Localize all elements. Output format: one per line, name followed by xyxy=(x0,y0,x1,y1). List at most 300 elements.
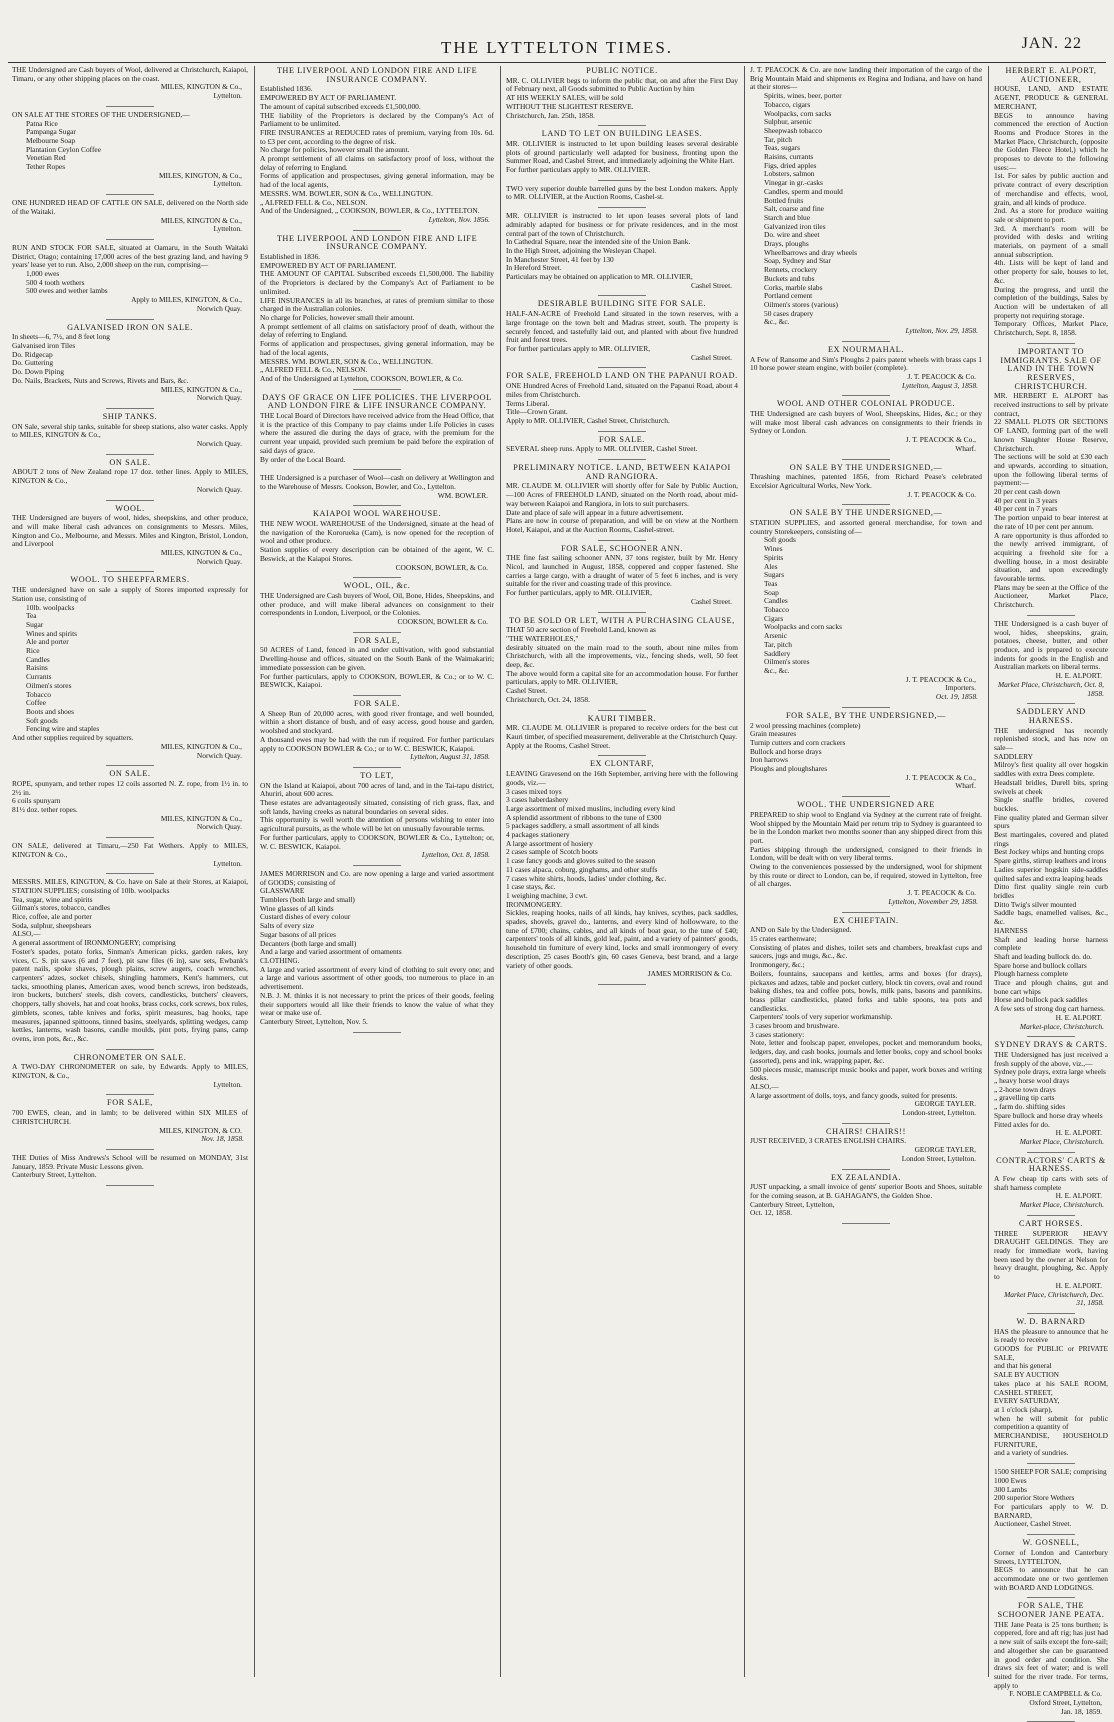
ad-body-text: A TWO-DAY CHRONOMETER on sale, by Edwards. Apply to MILES, KINGTON, & Co., xyxy=(12,1062,248,1081)
ad-body-text: when he will submit for public competition a quantity of xyxy=(994,1413,1108,1432)
ad-list-item: Rice xyxy=(26,646,40,656)
ad-list-item: Ales xyxy=(764,561,778,571)
ad-list-item: Raisins, currants xyxy=(764,152,814,162)
ad-body-text: EMPOWERED BY ACT OF PARLIAMENT. xyxy=(260,260,397,270)
ad-signature: Norwich Quay. xyxy=(196,439,242,449)
ad-body-text: FIRE INSURANCES at REDUCED rates of premium, varying from 10s. 6d. to £3 per cent, according to the degree of risk. xyxy=(260,127,494,146)
ad-signature: H. E. ALPORT. xyxy=(1055,1191,1102,1201)
ad-separator xyxy=(598,207,646,208)
ad-body-text: For further particulars apply to MR. OLLIVIER, xyxy=(506,343,651,353)
advertisement xyxy=(750,346,982,391)
ad-separator xyxy=(598,431,646,432)
advertisement xyxy=(750,66,982,336)
ad-list-item: Soft goods xyxy=(764,535,796,545)
ad-body-text: MR. C. OLLIVIER begs to inform the public that, on and after the First Day of February next, all Goods submitted to Public Auction by him xyxy=(506,75,738,94)
advertisement xyxy=(506,212,738,290)
ad-heading: CONTRACTORS' CARTS & HARNESS. xyxy=(996,1155,1106,1174)
ad-body-text: By order of the Local Board. xyxy=(260,454,346,464)
ad-heading: ON SALE BY THE UNDERSIGNED,— xyxy=(789,508,943,518)
ad-separator xyxy=(598,125,646,126)
ad-heading: FOR SALE. xyxy=(599,434,645,444)
ad-body-text: Rice, coffee, ale and porter xyxy=(12,912,92,922)
ad-separator xyxy=(106,500,154,501)
ad-signature: Cashel Street. xyxy=(690,280,732,290)
ad-body-text: For further particulars, apply to MR. OLLIVIER, xyxy=(506,588,652,598)
advertisement xyxy=(260,870,494,1027)
ad-body-text: MR. OLLIVIER is instructed to let upon leases several plots of land admirably adapted for business or for private residences, and in the most central part of the town of Christchurch. xyxy=(506,211,738,238)
ad-list-item: Rennets, crockery xyxy=(764,265,818,275)
ad-body-text: STATION SUPPLIES, and assorted general merchandise, for town and country Storekeepers, consisting of— xyxy=(750,518,982,536)
ad-dateline: Market Place, Christchurch. xyxy=(1019,1136,1104,1146)
advertisement xyxy=(260,235,494,384)
ad-body-text: Tea, sugar, wine and spirits xyxy=(12,894,93,904)
ad-separator xyxy=(106,1185,154,1186)
ad-body-text: 1500 SHEEP FOR SALE; comprising xyxy=(994,1467,1107,1477)
ad-list-item: Plantation Ceylon Coffee xyxy=(26,144,101,154)
ad-separator xyxy=(598,540,646,541)
ad-heading: FOR SALE, SCHOONER ANN. xyxy=(561,543,683,553)
ad-dateline: Lyttelton, August 31, 1858. xyxy=(410,752,490,762)
ad-body-text: MESSRS. WM. BOWLER, SON & Co., WELLINGTON. xyxy=(260,188,433,198)
ad-list-item: Wheelbarrows and dray wheels xyxy=(764,247,857,257)
ad-body-text: EMPOWERED BY ACT OF PARLIAMENT. xyxy=(260,93,397,103)
ad-body-text: 3 cases stationery: xyxy=(750,1029,805,1039)
ad-body-text: HARNESS xyxy=(994,925,1028,935)
ad-separator xyxy=(598,295,646,296)
ad-body-text: The sections will be sold at £30 each and upwards, according to situation, upon the following liberal terms of payment:— xyxy=(994,452,1108,488)
ad-body-text: CLOTHING. xyxy=(260,955,300,965)
advertisement xyxy=(260,582,494,627)
ad-body-text: 2 wool pressing machines (complete) xyxy=(750,720,861,730)
ad-separator xyxy=(106,765,154,766)
ad-body-text: EVERY SATURDAY, xyxy=(994,1396,1060,1406)
ad-body-text: And of the Undersigned at Lyttelton, COOKSON, BOWLER, & Co. xyxy=(260,373,464,383)
ad-separator xyxy=(1027,1534,1075,1535)
ad-body-text: THE undersigned has recently replenished stock, and has now on sale— xyxy=(994,725,1108,753)
ad-heading: CART HORSES. xyxy=(1019,1218,1083,1228)
ad-body-text: Forms of application and prospectuses, giving general information, may be had of the local agents, xyxy=(260,339,494,357)
advertisement xyxy=(994,1468,1108,1529)
ad-body-text: GLASSWARE xyxy=(260,886,305,896)
ad-signature: H. E. ALPORT. xyxy=(1055,1280,1102,1290)
ad-signature: J. T. PEACOCK & Co., xyxy=(905,772,976,782)
advertisement xyxy=(12,199,248,234)
ad-body-text: THE Undersigned has just received a fresh supply of the above, viz.,— xyxy=(994,1049,1108,1068)
ad-body-text: takes place at his SALE ROOM, CASHEL STREET, xyxy=(994,1378,1108,1397)
advertisement xyxy=(750,400,982,453)
ad-heading: FOR SALE. xyxy=(354,699,400,708)
ad-body-text: RUN AND STOCK FOR SALE, situated at Oamaru, in the South Waitaki District, Otago; containing 17,000 acres of the best grazing land, and having 9 years' lease yet to run. Also, 2,000 sheep on the run, comprising— xyxy=(12,242,248,270)
ad-body-text: Gilman's stores, tobacco, candles xyxy=(12,903,110,913)
ad-separator xyxy=(598,755,646,756)
ad-body-text: „ farm do. shifting sides xyxy=(994,1102,1066,1112)
ad-separator xyxy=(842,912,890,913)
advertisement xyxy=(260,394,494,465)
ad-body-text: 11 cases alpaca, coburg, ginghams, and other stuffs xyxy=(506,864,658,874)
ad-body-text: JUST RECEIVED, 3 CRATES ENGLISH CHAIRS. xyxy=(750,1136,907,1146)
ad-list-item: &c., &c. xyxy=(764,666,790,675)
ad-heading: THE LIVERPOOL AND LONDON FIRE AND LIFE INSURANCE COMPANY. xyxy=(276,66,478,84)
ad-list-item: Tea xyxy=(26,611,37,621)
ad-list-item: Oilmen's stores xyxy=(764,657,810,667)
ad-dateline: Lyttelton, Oct. 8, 1858. xyxy=(421,850,490,860)
ad-list-item: Teas, sugars xyxy=(764,143,801,153)
ad-body-text: LIFE INSURANCES in all its branches, at rates of premium similar to those charged in the Australian colonies. xyxy=(260,295,494,314)
ad-body-text: 2 cases sample of Scotch boots xyxy=(506,847,598,857)
ad-body-text: A few sets of strong dog cart harness. xyxy=(994,1004,1105,1014)
ad-body-text: THE Undersigned is a purchaser of Wool—cash on delivery at Wellington and to the Warehouse of Messrs. Cookson, Bowler, and Co., Lyttelton. xyxy=(260,473,494,491)
advertisement xyxy=(12,244,248,314)
advertisement xyxy=(750,1128,982,1164)
ad-separator xyxy=(842,341,890,342)
ad-separator xyxy=(106,239,154,240)
ad-body-text: „ ALFRED FELL & Co., NELSON. xyxy=(260,197,368,207)
ad-body-text: THE Local Board of Directors have received advice from the Head Office, that it is the practice of this Company to pay claims under Life Policies in cases where the assured die during the days of grace, with the premium for the current year unpaid, provided such premium be paid before the expiration of said days of grace. xyxy=(260,411,494,455)
ad-list-item: Vinegar in gr.-casks xyxy=(764,178,823,188)
ad-body-text: Plans may be seen at the Office of the Auctioneer, Market Place, Christchurch. xyxy=(994,582,1108,610)
ad-dateline: Oct. 19, 1858. xyxy=(935,692,978,702)
ad-body-text: This opportunity is well worth the attention of persons wishing to enter into agricultural pursuits, as the whole will be let on unusually favourable terms. xyxy=(260,815,494,834)
ad-body-text: 1 weighing machine, 3 cwt. xyxy=(506,890,588,900)
ad-separator xyxy=(598,612,646,613)
ad-heading: THE LIVERPOOL AND LONDON FIRE AND LIFE INSURANCE COMPANY. xyxy=(276,233,478,252)
ad-signature: Norwich Quay. xyxy=(196,822,242,832)
ad-body-text: 40 per cent in 3 years xyxy=(994,495,1058,505)
ad-body-text: The above would form a capital site for an accommodation house. For further particulars, apply to MR. OLLIVIER, xyxy=(506,668,738,687)
ad-list-item: Drays, ploughs xyxy=(764,239,809,249)
ad-body-text: „ gravelling tip carts xyxy=(994,1093,1055,1103)
ad-body-text: THE NEW WOOL WAREHOUSE of the Undersigned, situate at the head of the navigation of the Kororueka (Cam), is now opened for the reception of wool and other produce. xyxy=(260,519,494,546)
ad-signature: H. E. ALPORT. xyxy=(1055,1128,1102,1138)
ad-body-text: MR. HERBERT E. ALPORT has received instructions to sell by private contract, xyxy=(994,391,1108,418)
ad-list-item: Do. wire and sheet xyxy=(764,230,820,240)
ad-separator xyxy=(598,180,646,181)
column-divider xyxy=(744,66,745,1677)
ad-heading: TO BE SOLD OR LET, WITH A PURCHASING CLAUSE, xyxy=(509,615,735,625)
ad-list-item: Tobacco xyxy=(26,689,51,699)
advertisement xyxy=(506,545,738,607)
advertisement xyxy=(12,770,248,832)
ad-body-text: WITHOUT THE SLIGHTEST RESERVE. xyxy=(506,101,634,111)
advertisement xyxy=(12,111,248,189)
ad-body-text: Spare horse and bullock collars xyxy=(994,960,1087,970)
ad-body-text: MERCHANDISE, HOUSEHOLD FURNITURE, xyxy=(994,1431,1108,1449)
ad-dateline: Market Place, Christchurch, Dec. 31, 1858. xyxy=(1004,1289,1104,1308)
column-divider xyxy=(500,66,501,1677)
ad-signature: Importers. xyxy=(945,683,976,693)
ad-body-text: A Few cheap tip carts with sets of shaft harness complete xyxy=(994,1174,1108,1192)
ad-body-text: 500 pieces music, manuscript music books and paper, work boxes and writing desks. xyxy=(750,1064,982,1083)
ad-body-text: Do. Ridgecap xyxy=(12,349,53,359)
ad-list-item: Sugars xyxy=(764,570,785,580)
ad-list-item: Soft goods xyxy=(26,715,58,725)
ad-body-text: 2nd. As a store for produce waiting sale or shipment to port. xyxy=(994,206,1108,224)
ad-body-text: Fitted axles for do. xyxy=(994,1119,1050,1129)
ad-body-text: Soda, sulphur, sheepshears xyxy=(12,920,92,930)
ad-separator xyxy=(598,710,646,711)
advertisement xyxy=(12,324,248,403)
ad-list-item: Buckets and tubs xyxy=(764,273,815,283)
ad-dateline: Market Place, Christchurch, Oct. 8, 1858. xyxy=(997,679,1104,698)
ad-body-text: Decanters (both large and small) xyxy=(260,938,357,948)
ad-list-item: Soap, Sydney and Star xyxy=(764,256,831,266)
ad-separator xyxy=(842,796,890,797)
ad-separator xyxy=(106,194,154,195)
advertisement xyxy=(750,1174,982,1219)
ad-list-item: Corks, marble slabs xyxy=(764,282,823,292)
ad-body-text: Iron harrows xyxy=(750,755,788,765)
advertisement xyxy=(750,801,982,906)
ad-list-item: Candles xyxy=(764,596,788,606)
ad-body-text: For particulars apply to W. D. BARNARD, xyxy=(994,1501,1108,1520)
ad-body-text: 1st. For sales by public auction and private contract of every description of merchandise and effects, wool, grain, and all kinds of produce. xyxy=(994,171,1108,207)
ad-list-item: Coffee xyxy=(26,698,46,708)
ad-body-text: Salts of every size xyxy=(260,921,314,931)
ad-heading: FOR SALE, BY THE UNDERSIGNED,— xyxy=(786,710,946,720)
ad-body-text: Cashel Street. xyxy=(506,686,548,696)
ad-signature: Norwich Quay. xyxy=(196,484,242,494)
advertisement xyxy=(12,66,248,101)
ad-list-item: Tar, pitch xyxy=(764,134,792,144)
ad-body-text: IRONMONGERY. xyxy=(506,899,562,909)
ad-list-item: Oilmen's stores (various) xyxy=(764,299,838,309)
ad-list-item: 1,000 ewes xyxy=(26,269,60,279)
ad-body-text: Turnip cutters and corn crackers xyxy=(750,737,846,747)
ad-heading: PRELIMINARY NOTICE. LAND, BETWEEN KAIAPOI AND RANGIORA. xyxy=(513,463,731,481)
advertisement xyxy=(12,878,248,1043)
ad-heading: IMPORTANT TO IMMIGRANTS. SALE OF LAND IN THE TOWN RESERVES, CHRISTCHURCH. xyxy=(1000,346,1102,391)
ad-body-text: Wine glasses of all kinds xyxy=(260,903,334,913)
ad-body-text: Plans are now in course of preparation, and will be on view at the Northern Hotel, Kaiapoi, and at the Auction Rooms, Cashel-street. xyxy=(506,516,738,534)
ad-body-text: A large and varied assortment of every kind of clothing to suit every one; and a large and various assortment of other goods, too numerous to place in an advertisement. xyxy=(260,964,494,992)
ad-separator xyxy=(842,1169,890,1170)
column-5 xyxy=(994,66,1108,1716)
ad-separator xyxy=(1027,1036,1075,1037)
advertisement xyxy=(506,372,738,425)
ad-body-text: THE Undersigned are Cash buyers of Wool, Oil, Bone, Hides, Sheepskins, and other produce, and will make liberal advances on consignment to their correspondents in London, Liverpool, or the Colonies. xyxy=(260,590,494,618)
advertisement xyxy=(260,772,494,860)
ad-dateline: Lyttelton, November 29, 1858. xyxy=(888,896,978,906)
ad-list-item: &c., &c. xyxy=(764,317,790,327)
ad-separator xyxy=(106,571,154,572)
advertisement xyxy=(12,842,248,868)
ad-signature: Norwich Quay. xyxy=(196,303,242,313)
ad-body-text: and that his general xyxy=(994,1361,1052,1371)
ad-body-text: Christchurch, Oct. 24, 1858. xyxy=(506,694,590,704)
ad-body-text: ON Sale, several ship tanks, suitable for sheep stations, also water casks. Apply to MILES, KINGTON & Co., xyxy=(12,421,248,440)
ad-body-text: For further particulars, apply to COOKSON, BOWLER, & Co.; or to W. C. BESWICK, Kaiapoi. xyxy=(260,671,494,690)
ad-body-text: HOUSE, LAND, AND ESTATE AGENT, PRODUCE & GENERAL MERCHANT, xyxy=(994,84,1108,111)
ad-body-text: 1 case stays, &c. xyxy=(506,882,556,892)
ad-body-text: 40 per cent in 7 years xyxy=(994,504,1058,514)
ad-separator xyxy=(842,395,890,396)
ad-dateline: Lyttelton, Nov. 29, 1858. xyxy=(905,326,978,336)
ad-separator xyxy=(1027,703,1075,704)
ad-body-text: In Manchester Street, 41 feet by 130 xyxy=(506,254,614,264)
ad-body-text: Do. Nails, Brackets, Nuts and Screws, Rivets and Bars, &c. xyxy=(12,375,189,385)
ad-body-text: Spare girths, stirrup leathers and irons xyxy=(994,856,1107,866)
advertisement xyxy=(12,505,248,567)
ad-signature: JAMES MORRISON & Co. xyxy=(647,969,732,979)
ad-heading: SYDNEY DRAYS & CARTS. xyxy=(994,1040,1108,1050)
ad-dateline: Lyttelton, August 3, 1858. xyxy=(901,380,978,390)
advertisement xyxy=(994,1220,1108,1308)
ad-body-text: Ditto first quality single rein curb bridles xyxy=(994,882,1108,900)
ad-body-text: Ladies superior hogskin side-saddles quilted safes and extra leaping heads xyxy=(994,864,1108,883)
ad-body-text: Milroy's first quality all over hogskin saddles with extra Dees complete. xyxy=(994,760,1108,779)
ad-signature: Lyttelton. xyxy=(213,224,242,234)
ad-signature: WM. BOWLER. xyxy=(437,490,488,500)
advertisement xyxy=(506,300,738,362)
ad-body-text: Note, letter and foolscap paper, envelopes, pocket and memorandum books, ledgers, day, and cash books, journals and letter books, copy and school books (assorted), pens and ink, wrapping paper, &c. xyxy=(750,1038,982,1065)
ad-body-text: Christchurch, Jan. 25th, 1858. xyxy=(506,110,595,120)
ad-body-text: HALF-AN-ACRE of Freehold Land situated in the town reserves, with a large frontage on the town belt and Madras street, south. The property is securely fenced, and tastefully laid out, and planted with about five hundred fruit and forest trees. xyxy=(506,309,738,345)
ad-heading: EX CLONTARF, xyxy=(589,759,655,769)
ad-body-text: Apply at the Rooms, Cashel Street. xyxy=(506,740,611,750)
ad-separator xyxy=(842,1123,890,1124)
ad-signature: H. E. ALPORT. xyxy=(1055,1012,1102,1022)
ad-body-text: For further particulars, apply to COOKSON, BOWLER & Co., Lyttelton; or, W. C. BESWICK, Kaiapoi. xyxy=(260,832,494,851)
ad-body-text: MESSRS. WM. BOWLER, SON & Co., WELLINGTON. xyxy=(260,356,433,366)
ad-signature: GEORGE TAYLER, xyxy=(914,1145,976,1155)
advertisement xyxy=(12,413,248,449)
ad-body-text: LEAVING Gravesend on the 16th September, arriving here with the following goods, viz.— xyxy=(506,769,738,787)
ad-list-item: Sulphur, arsenic xyxy=(764,117,812,127)
ad-list-item: Tobacco xyxy=(764,605,789,615)
ad-heading: CHAIRS! CHAIRS!! xyxy=(826,1126,906,1136)
ad-separator xyxy=(598,367,646,368)
ad-separator xyxy=(842,504,890,505)
ad-body-text: PREPARED to ship wool to England via Sydney at the current rate of freight. Wool shipped by the Mountain Maid per return trip to Sydney is guaranteed to be in the London market two months sooner than any shipped direct from this port. xyxy=(750,809,982,845)
ad-body-text: 4th. Lists will be kept of land and other property for sale, houses to let, &c. xyxy=(994,258,1108,285)
ad-signature: Apply to MILES, KINGTON, & Co., xyxy=(131,295,242,305)
advertisement xyxy=(506,436,738,454)
ad-body-text: Boilers, fountains, saucepans and kettles, arms and boxes (for drays), pickaxes and adzes, table and pocket cutlery, block tin covers, oval and round baking dishes, tea and coffee pots, bowls, milk pans, basons and pannikins, brass pillar candlesticks, plated forks and table spoons, tea pots and candlesticks. xyxy=(750,968,982,1013)
ad-body-text: SADDLERY xyxy=(994,751,1034,761)
ad-separator xyxy=(353,505,401,506)
ad-body-text: 200 superior Store Wethers xyxy=(994,1493,1075,1503)
ad-separator xyxy=(353,865,401,866)
ad-body-text: SALE BY AUCTION xyxy=(994,1370,1060,1380)
ad-body-text: Established 1836. xyxy=(260,84,313,94)
ad-body-text: Foster's spades, potato forks, Sinman's American picks, garden rakes, key vices, C. S. pit saws (6 and 7 feet), pit saw files (6 in), saw sets, Ewbank's patent nails, spoke shaves, plough plains, screw augers, coach wrenches, carpenters' adzes, socket chisels, shingling hammers, Kent's hammers, cut tacks, smoothing planes, American axes, wood bench screws, iron bedsteads, iron buckets, butchers' steels, dish covers, candlesticks, butchers' cleavers, choppers, tally shovels, hat and coat hooks, brass cocks, cork screws, box rules, gimblets, scones, table knives and forks, spirit measures, bag hooks, tape measures, japanned spittoons, tinned basins, steelyards, splitting wedges, camp kettles, lanterns, wash basons, candle moulds, pint pots, frying pans, camp ovens, iron pots, &c., &c. xyxy=(12,946,248,1043)
column-4 xyxy=(750,66,982,1677)
ad-body-text: Sydney pole drays, extra large wheels xyxy=(994,1067,1106,1077)
ad-heading: FOR SALE, xyxy=(107,1098,153,1108)
ad-body-text: A Few of Ransome and Sim's Ploughs 2 pairs patent wheels with brass caps 1 10 horse power steam engine, with boiler (complete). xyxy=(750,354,982,373)
ad-heading: TO LET, xyxy=(360,770,394,780)
ad-list-item: Salt, coarse and fine xyxy=(764,204,824,214)
ad-heading: FOR SALE, THE SCHOONER JANE PEATA. xyxy=(997,1601,1105,1620)
ad-separator xyxy=(353,1032,401,1033)
advertisement xyxy=(260,637,494,690)
ad-signature: Norwich Quay. xyxy=(196,750,242,760)
ad-signature: MILES, KINGTON, & Co., xyxy=(158,170,242,180)
ad-body-text: Single snaffle bridles, covered buckles. xyxy=(994,795,1108,813)
advertisement xyxy=(260,474,494,500)
ad-heading: WOOL. THE UNDERSIGNED ARE xyxy=(797,800,935,810)
ad-signature: Lyttelton. xyxy=(213,179,242,189)
ad-separator xyxy=(106,1094,154,1095)
ad-signature: Wharf. xyxy=(955,781,976,791)
ad-body-text: Ditto Twig's silver mounted xyxy=(994,899,1077,909)
ad-signature: London Street, Lyttelton. xyxy=(901,1153,976,1163)
advertisement xyxy=(994,1041,1108,1146)
ad-body-text: Terms Liberal. xyxy=(506,398,550,408)
ad-body-text: 22 SMALL PLOTS OR SECTIONS OF LAND, forming part of the well known Slaughter House Reserve, Christchurch. xyxy=(994,417,1108,453)
masthead xyxy=(0,0,1114,66)
ad-body-text: Bullock and horse drays xyxy=(750,746,822,756)
ad-signature: Wharf. xyxy=(955,443,976,453)
ad-heading: WOOL. xyxy=(115,503,145,513)
ad-heading: WOOL, OIL, &c. xyxy=(343,581,411,591)
ad-body-text: „ ALFRED FELL & Co., NELSON. xyxy=(260,365,368,375)
ad-body-text: JUST unpacking, a small invoice of gents' superior Boots and Shoes, suitable for the coming season, at B. GAHAGAN'S, the Golden Shoe. xyxy=(750,1182,982,1200)
ad-separator xyxy=(1027,343,1075,344)
ad-body-text: 5 packages saddlery, a small assortment of all kinds xyxy=(506,821,659,831)
ad-body-text: AT HIS WEEKLY SALES, will be sold xyxy=(506,93,624,103)
ad-body-text: BEGS to announce that he can accommodate one or two gentlemen with BOARD AND LODGINGS. xyxy=(994,1565,1108,1592)
ad-signature: GEORGE TAYLER. xyxy=(914,1099,976,1109)
advertisement xyxy=(260,67,494,225)
ad-heading: PUBLIC NOTICE. xyxy=(586,66,658,75)
ad-list-item: Oilmen's stores xyxy=(26,680,72,690)
advertisement xyxy=(12,1054,248,1090)
ad-body-text: A splendid assortment of ribbons to the tune of £300 xyxy=(506,812,662,822)
ad-body-text: Sugar basons of all prices xyxy=(260,929,336,939)
column-divider xyxy=(254,66,255,1677)
ad-list-item: Candles xyxy=(26,654,50,664)
ad-body-text: 300 Lambs xyxy=(994,1484,1028,1494)
ad-list-item: Teas xyxy=(764,578,778,588)
ad-body-text: Auctioneer, Cashel Street. xyxy=(994,1519,1072,1529)
ad-body-text: 15 crates earthenware; xyxy=(750,933,817,943)
ad-signature: H. E. ALPORT. xyxy=(1055,671,1102,681)
ad-list-item: Boots and shoes xyxy=(26,707,75,716)
advertisement xyxy=(506,715,738,751)
ad-body-text: A thousand ewes may be had with the run if required. For further particulars apply to COOKSON BOWLER & Co.; or to W. C. BESWICK, Kaiapoi. xyxy=(260,734,494,753)
ad-body-text: Trace and plough chains, gut and bone cart whips xyxy=(994,978,1108,996)
ad-body-text: THREE SUPERIOR HEAVY DRAUGHT GELDINGS. They are ready for immediate work, having been used by the owner at Nelson for heavy draught, ploughing, &c. Apply to xyxy=(994,1228,1108,1282)
ad-signature: J. T. PEACOCK & Co. xyxy=(907,489,976,499)
advertisement xyxy=(994,1539,1108,1592)
advertisement xyxy=(260,510,494,572)
ad-list-item: Tobacco, cigars xyxy=(764,99,811,109)
ad-separator xyxy=(353,767,401,768)
ad-list-item: 500 4 tooth wethers xyxy=(26,277,85,287)
ad-heading: HERBERT E. ALPORT, AUCTIONEER, xyxy=(1005,66,1097,84)
ad-body-text: Particulars may be obtained on application to MR. OLLIVIER, xyxy=(506,272,693,282)
ad-body-text: 4 packages stationery xyxy=(506,830,570,840)
ad-body-text: A large assortment of dolls, toys, and fancy goods, suited for presents. xyxy=(750,1090,958,1100)
advertisement xyxy=(994,67,1108,338)
ad-heading: FOR SALE, xyxy=(354,635,400,645)
ad-list-item: Portland cement xyxy=(764,291,813,301)
advertisement xyxy=(506,464,738,535)
ad-signature: Lyttelton. xyxy=(213,858,242,868)
ad-signature: COOKSON, BOWLER, & Co. xyxy=(395,562,488,572)
ad-body-text: In sheets—6, 7½, and 8 feet long xyxy=(12,332,110,342)
ad-body-text: These estates are advantageously situated, consisting of rich grass, flax, and soft lands, having creeks as natural boundaries on several sides. xyxy=(260,798,494,816)
ad-body-text: Temporary Offices, Market Place, Christchurch, Sept. 8, 1858. xyxy=(994,319,1108,338)
ad-body-text: JAMES MORRISON and Co. are now opening a large and varied assortment of GOODS; consisting of xyxy=(260,868,494,887)
ad-separator xyxy=(1027,615,1075,616)
advertisement xyxy=(506,130,738,175)
ad-body-text: Shaft and leading horse harness complete xyxy=(994,934,1108,953)
ad-list-item: Woolpacks, corn sacks xyxy=(764,108,832,118)
ad-body-text: Title—Crown Grant. xyxy=(506,407,568,417)
advertisement xyxy=(506,67,738,120)
